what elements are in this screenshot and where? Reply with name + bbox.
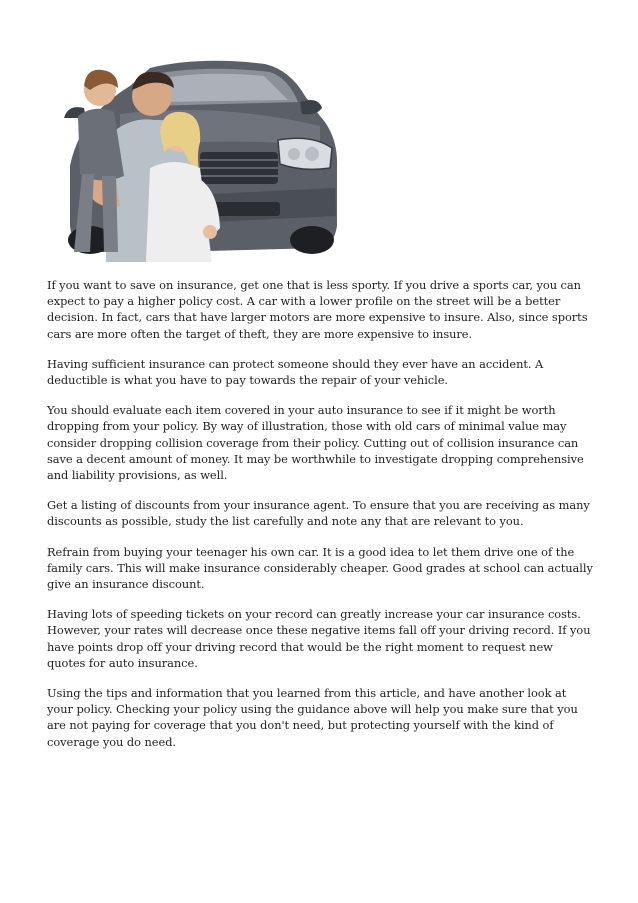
family-car-photo	[50, 56, 340, 262]
paragraph: If you want to save on insurance, get one that is less sporty. If you drive a sports car, you can expect to pay a higher policy cost. A car with a lower profile on the street will be a better decision. In fact, cars that have larger motors are more expensive to insure. Also, since sports cars are more often the target of theft, they are more expensive to insure.	[47, 278, 588, 341]
paragraph: You should evaluate each item covered in your auto insurance to see if it might be worth dropping from your policy. By way of illustration, those with old cars of minimal value may consider dropping collision coverage from their policy. Cutting out of collision insurance can save a decent amount of money. It may be worthwhile to investigate dropping comprehensive and liability provisions, as well.	[47, 403, 584, 483]
paragraph: Get a listing of discounts from your insurance agent. To ensure that you are receiving as many discounts as possible, study the list carefully and note any that are relevant to you.	[47, 498, 590, 529]
paragraph: Refrain from buying your teenager his own car. It is a good idea to let them drive one of the family cars. This will make insurance considerably cheaper. Good grades at school can actually give an insurance discount.	[47, 544, 593, 592]
car-headlight	[278, 138, 332, 169]
article-body	[47, 277, 593, 764]
paragraph: Having sufficient insurance can protect someone should they ever have an accident. A deductible is what you have to pay towards the repair of your vehicle.	[47, 356, 544, 388]
paragraph: Using the tips and information that you learned from this article, and have another look at your policy. Checking your policy using the guidance above will help you make sure that you are not paying for coverage that you don't need, but protecting yourself with the kind of coverage you do need.	[47, 686, 578, 749]
paragraph: Having lots of speeding tickets on your record can greatly increase your car insurance costs. However, your rates will decrease once these negative items fall off your driving record. If you have points drop off your driving record that would be the right moment to request new quotes for auto insurance.	[47, 607, 591, 670]
car-mirror-right	[300, 100, 322, 114]
